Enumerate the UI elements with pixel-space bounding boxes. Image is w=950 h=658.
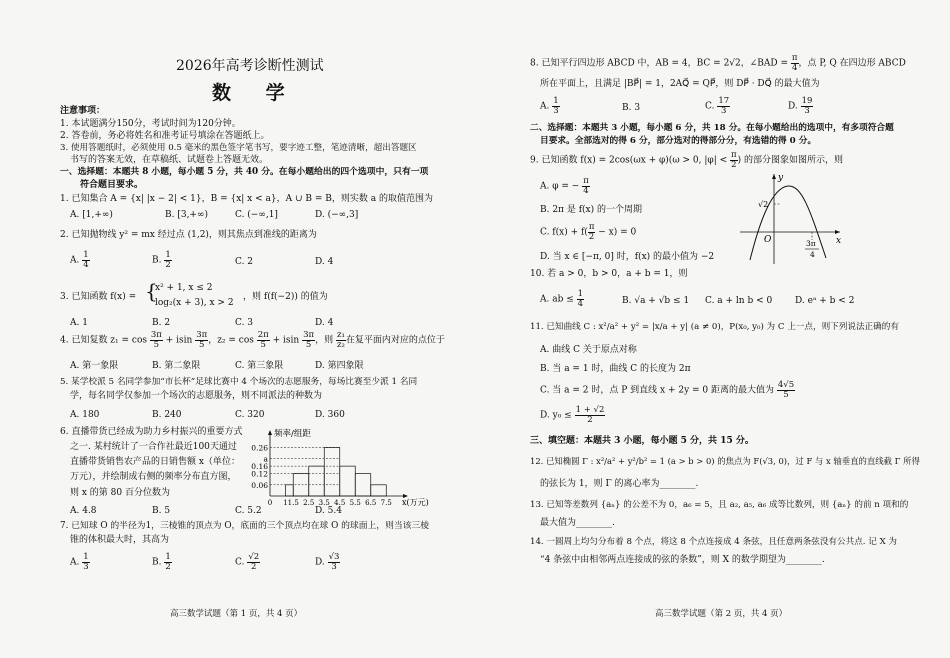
hist-x-tick-label: 7.5 — [380, 499, 392, 507]
q4-option-c: C. 第三象限 — [235, 361, 284, 371]
q3-option-a: A. 1 — [70, 318, 88, 328]
q3-option-d: D. 4 — [315, 318, 334, 328]
question-6-line-4: 万元），并绘制成右侧的频率分布直方图， — [70, 472, 237, 482]
question-6-line-1: 6. 直播带货已经成为助力乡村振兴的重要方式 — [60, 427, 243, 437]
page-2 — [530, 0, 940, 658]
q11-option-a: A. 曲线 C 关于原点对称 — [540, 345, 637, 355]
q5-option-a: A. 180 — [70, 410, 100, 420]
hist-y-tick-label: 0.06 — [251, 480, 268, 490]
hist-bar — [309, 466, 325, 496]
q3-brace: { — [145, 279, 158, 303]
q3-case-1: x² + 1, x ≤ 2 — [155, 283, 213, 293]
question-14: 14. 一圆周上均匀分布着 8 个点，将这 8 个点连接成 4 条弦，且任意两条弦没有公共点. 记 X 为 — [530, 537, 898, 547]
q7-option-c: C. $\frac{√2}{2}$ — [235, 552, 260, 572]
hist-x-tick-label: 1 — [283, 499, 288, 507]
question-11: 11. 已知曲线 C : x²/a² + y² = |x/a + y| (a ≠ 0)，P(x₀, y₀) 为 C 上一点，则下列说法正确的有 — [530, 322, 899, 332]
question-4: 4. 已知复数 z₁ = cos $\frac{3\pi}{5}$ + isin $\frac{3\pi}{5}$ ，z₂ = cos $\frac{2\pi}{5}$ + isin $\frac{3\pi}{5}$ ，则 $\frac{\text{z₁}}{\text{z₂}}$ 在复平面内对应的点位于 — [60, 330, 445, 350]
hist-x-tick-label: 6.5 — [365, 499, 377, 507]
q9-option-c: C. f(x) + f( $\frac{\pi}{2}$ − x) = 0 — [540, 222, 637, 242]
hist-y-tick-label: 0.12 — [251, 469, 268, 479]
question-7-cont: 锥的体积最大时，其高为 — [70, 535, 170, 545]
q2-option-a: A. $\frac{1}{4}$ — [70, 250, 89, 270]
question-3-suffix: ，则 f(f(−2)) 的值为 — [243, 292, 328, 302]
q2-option-d: D. 4 — [315, 257, 334, 267]
question-5: 5. 某学校派 5 名同学参加“市长杯”足球比赛中 4 个场次的志愿服务，每场比赛至少派 1 名同 — [60, 377, 418, 387]
four-label: 4 — [810, 250, 815, 259]
q11-option-d: D. y₀ ≤ $\frac{1 + √2}{2}$ — [540, 405, 605, 425]
notes-heading: 注意事项： — [60, 106, 106, 116]
note-3b: 书写的答案无效，在草稿纸、试题卷上答题无效。 — [70, 155, 269, 165]
q10-option-d: D. eᵃ + b < 2 — [795, 296, 855, 306]
question-12: 12. 已知椭圆 Γ : x²/a² + y²/b² = 1 (a > b > 0) 的焦点为 F(√3, 0)，过 F 与 x 轴垂直的直线截 Γ 所得 — [530, 456, 920, 466]
hist-x-tick-label: 0 — [267, 499, 273, 507]
root2-label: √2 — [758, 200, 769, 209]
question-6-line-5: 则 x 的第 80 百分位数为 — [70, 488, 170, 498]
hist-x-tick-label: 2.5 — [303, 499, 315, 507]
q8-option-c: C. $\frac{17}{3}$ — [705, 96, 730, 116]
hist-bar — [355, 474, 371, 496]
q11-option-b: B. 当 a = 1 时，曲线 C 的长度为 2π — [540, 364, 691, 374]
y-axis-arrow — [772, 174, 776, 179]
hist-bar — [371, 485, 387, 496]
hist-x-tick-label: 1.5 — [287, 499, 299, 507]
note-3: 3. 使用答题纸时，必须使用 0.5 毫米的黑色签字笔书写，要字迹工整，笔迹清晰，超出答题区 — [60, 143, 417, 153]
q6-option-c: C. 5.2 — [235, 506, 262, 516]
q1-option-c: C. (−∞,1] — [235, 210, 278, 220]
hist-y-arrow — [268, 430, 272, 435]
hist-bar — [340, 466, 356, 496]
question-5-cont: 学，每名同学仅参加一个场次的志愿服务，则不同派法的种数为 — [70, 391, 323, 401]
frequency-histogram — [236, 426, 436, 510]
question-2: 2. 已知抛物线 y² = mx 经过点 (1,2)，则其焦点到准线的距离为 — [60, 230, 317, 240]
q7-option-d: D. $\frac{√3}{3}$ — [315, 552, 340, 572]
q5-option-b: B. 240 — [152, 410, 182, 420]
q7-option-b: B. $\frac{1}{2}$ — [152, 552, 171, 572]
page-1-footer: 高三数学试题（第 1 页，共 4 页） — [170, 609, 303, 619]
note-1: 1. 本试题满分150分，考试时间为120分钟。 — [60, 119, 241, 129]
q3-option-c: C. 3 — [235, 318, 254, 328]
q3-case-2: log₂(x + 3), x > 2 — [155, 298, 234, 308]
section-1-heading-cont: 符合题目要求。 — [80, 180, 144, 190]
q9-option-a: A. φ = − $\frac{\pi}{4}$ — [540, 176, 589, 196]
hist-y-tick-label: 0.16 — [251, 462, 268, 472]
hist-y-label: 频率/组距 — [274, 429, 311, 439]
function-graph — [736, 170, 846, 265]
q2-option-c: C. 2 — [235, 257, 254, 267]
section-3-heading: 三、填空题：本题共 3 小题，每小题 5 分，共 15 分。 — [530, 436, 754, 446]
q3-option-b: B. 2 — [152, 318, 171, 328]
hist-x-tick-label: 4.5 — [334, 499, 346, 507]
hist-x-tick-label: 3.5 — [318, 499, 330, 507]
q1-option-d: D. (−∞,3] — [315, 210, 359, 220]
q2-fraction-a: $\frac{1}{4}$ — [83, 250, 89, 270]
question-1: 1. 已知集合 A = {x| |x − 2| < 1}，B = {x| x < a}，A ∪ B = B，则实数 a 的取值范围为 — [60, 194, 433, 204]
q10-option-b: B. √a + √b ≤ 1 — [622, 296, 690, 306]
q2-option-b: B. $\frac{1}{2}$ — [152, 250, 171, 270]
q4-option-d: D. 第四象限 — [315, 361, 364, 371]
question-10: 10. 若 a > 0，b > 0，a + b = 1，则 — [530, 269, 688, 279]
three-pi-label: 3π — [806, 239, 816, 248]
q9-option-d: D. 当 x ∈ [−π, 0] 时，f(x) 的最小值为 −2 — [540, 252, 715, 262]
page-2-footer: 高三数学试题（第 2 页，共 4 页） — [655, 609, 788, 619]
q10-option-c: C. a + ln b < 0 — [705, 296, 773, 306]
question-8: 8. 已知平行四边形 ABCD 中，AB = 4，BC = 2√2，∠BAD = $\frac{\pi}{4}$ ，点 P, Q 在四边形 ABCD — [530, 53, 906, 73]
question-13-cont: 最大值为________. — [540, 518, 615, 528]
question-14-cont: “4 条弦中由相邻两点连接成的弦的条数”，则 X 的数学期望为________. — [540, 555, 825, 565]
q8-option-b: B. 3 — [622, 103, 641, 113]
q10-option-a: A. ab ≤ $\frac{1}{4}$ — [540, 289, 584, 309]
question-3-prefix: 3. 已知函数 f(x) = — [60, 292, 137, 302]
q9-option-b: B. 2π 是 f(x) 的一个周期 — [540, 205, 642, 215]
q1-option-b: B. [3,+∞) — [165, 210, 208, 220]
q1-option-a: A. [1,+∞) — [70, 210, 113, 220]
q4-option-a: A. 第一象限 — [70, 361, 119, 371]
y-label: y — [778, 173, 784, 183]
subject-title: 数 学 — [212, 82, 299, 104]
question-6-line-3: 直播带货销售农产品的日销售额 x（单位： — [70, 457, 240, 467]
q5-option-d: D. 360 — [315, 410, 345, 420]
question-12-cont: 的弦长为 1，则 Γ 的离心率为________. — [540, 479, 699, 489]
q6-option-b: B. 5 — [152, 506, 171, 516]
q6-option-a: A. 4.8 — [70, 506, 97, 516]
q2-fraction-b: $\frac{1}{2}$ — [165, 250, 171, 270]
hist-x-label: x(万元) — [402, 498, 429, 507]
q6-option-d: D. 5.4 — [315, 506, 342, 516]
hist-x-tick-label: 5.5 — [349, 499, 361, 507]
exam-title: 2026年高考诊断性测试 — [176, 58, 324, 74]
q8-option-d: D. $\frac{19}{3}$ — [788, 96, 813, 116]
section-2-heading: 二、选择题：本题共 3 小题，每小题 6 分，共 18 分。在每小题给出的选项中，有多项符合题 — [530, 123, 894, 133]
q11-option-c: C. 当 a = 2 时，点 P 到直线 x + 2y = 0 距离的最大值为 $\frac{4√5}{5}$ — [540, 380, 795, 400]
question-13: 13. 已知等差数列 {aₙ} 的公差不为 0，a₆ = 5，且 a₂, a₅, a₆ 成等比数列，则 {aₙ} 的前 n 项和的 — [530, 500, 909, 510]
question-8-cont: 所在平面上，且满足 |BP⃗| = 1，2AQ⃗ = QP⃗，则 DP⃗ · DQ⃗ 的最大值为 — [540, 79, 820, 89]
section-1-heading: 一、选择题：本题共 8 小题，每小题 5 分，共 40 分。在每小题给出的四个选项中，只有一项 — [60, 167, 429, 177]
question-9: 9. 已知函数 f(x) = 2cos(ωx + φ)(ω > 0, |φ| < $\frac{\pi}{2}$ ) 的部分图象如图所示，则 — [530, 150, 843, 170]
hist-bar — [324, 447, 340, 496]
hist-bar — [286, 485, 294, 496]
x-label: x — [836, 236, 842, 246]
x-axis-arrow — [835, 230, 840, 234]
hist-y-tick-label: 0.26 — [251, 443, 268, 453]
hist-y-tick-label: a — [263, 454, 268, 464]
question-7: 7. 已知球 O 的半径为1，三棱锥的顶点为 O，底面的三个顶点均在球 O 的球面上，则当该三棱 — [60, 521, 430, 531]
origin-label: O — [764, 235, 772, 245]
note-2: 2. 答卷前，务必将姓名和准考证号填涂在答题纸上。 — [60, 131, 270, 141]
page-1 — [60, 0, 470, 658]
q4-option-b: B. 第二象限 — [152, 361, 201, 371]
q5-option-c: C. 320 — [235, 410, 265, 420]
q7-option-a: A. $\frac{1}{3}$ — [70, 552, 89, 572]
question-6-line-2: 之一. 某村统计了一合作社最近100天通过 — [70, 442, 237, 452]
q8-option-a: A. $\frac{1}{3}$ — [540, 96, 559, 116]
section-2-heading-cont: 目要求。全部选对的得 6 分，部分选对的得部分分，有选错的得 0 分。 — [540, 136, 817, 146]
